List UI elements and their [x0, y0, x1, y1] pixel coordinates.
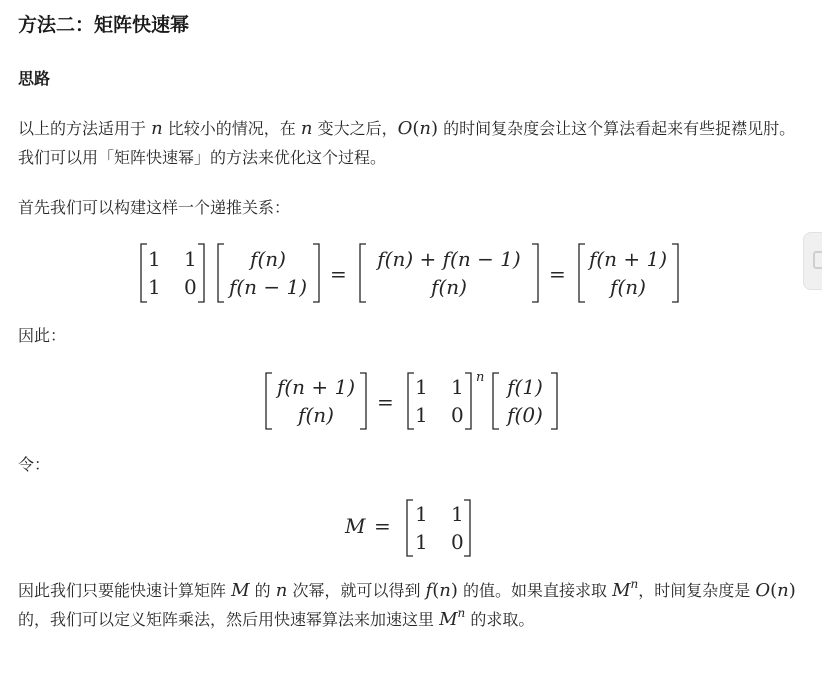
matrix-cell: 1 — [415, 403, 428, 427]
equation-power — [18, 365, 808, 437]
side-panel-tab[interactable] — [803, 232, 822, 290]
matrix-m — [407, 500, 470, 556]
text: 变大之后， — [317, 119, 398, 138]
math-big-o: O — [755, 580, 771, 601]
vector-initial — [493, 373, 557, 429]
matrix-cell: 0 — [451, 530, 464, 554]
math-m: M — [439, 609, 458, 630]
math-n: n — [151, 118, 163, 139]
text: 以上的方法适用于 — [18, 119, 147, 138]
matrix-cell: 1 — [148, 247, 161, 271]
matrix-cell: 1 — [415, 502, 428, 526]
math-f: f — [425, 580, 433, 601]
math-paren: ) — [450, 580, 458, 601]
vector-cell: f(n) — [298, 403, 334, 427]
paragraph-recurrence: 首先我们可以构建这样一个递推关系： — [18, 198, 291, 217]
math-paren: ) — [431, 118, 439, 139]
matrix-cell: 0 — [451, 403, 464, 427]
text: 的 — [254, 581, 271, 600]
matrix-cell: 1 — [148, 275, 161, 299]
matrix-cell: 1 — [451, 502, 464, 526]
text: 的，我们可以定义矩阵乘法，然后用快速幂算法来加速这里 — [18, 610, 435, 629]
vector-lhs — [266, 373, 366, 429]
paragraph-therefore: 因此： — [18, 326, 67, 345]
text: 的求取。 — [470, 610, 535, 629]
math-n: n — [300, 118, 313, 139]
math-paren: ( — [412, 118, 420, 139]
vector-input — [218, 244, 319, 302]
equals-sign: = — [374, 514, 391, 538]
paragraph-intro — [18, 114, 808, 172]
section-heading: 方法二：矩阵快速幂 — [18, 14, 190, 36]
math-paren: ) — [788, 580, 796, 601]
symbol-m: M — [345, 514, 366, 538]
paragraph-let: 令： — [18, 455, 51, 474]
text: ，时间复杂度是 — [638, 581, 751, 600]
vector-middle — [360, 244, 538, 302]
equation-recurrence — [18, 238, 808, 308]
matrix-cell: 1 — [451, 375, 464, 399]
vector-cell: f(0) — [507, 403, 543, 427]
math-m: M — [231, 580, 250, 601]
math-paren: ( — [770, 580, 778, 601]
matrix-base — [408, 373, 471, 429]
math-n: n — [275, 580, 288, 601]
paragraph-conclusion — [18, 576, 808, 634]
vector-result — [579, 244, 678, 302]
math-n: n — [777, 580, 789, 601]
vector-cell: f(n) — [250, 247, 286, 271]
exponent-n: n — [476, 370, 485, 385]
math-big-o: O — [397, 118, 413, 139]
math-m: M — [612, 580, 631, 601]
text: 比较小的情况，在 — [167, 119, 296, 138]
math-exponent-n: n — [630, 577, 639, 591]
vector-cell: f(n) — [431, 275, 467, 299]
vector-cell: f(1) — [507, 375, 543, 399]
math-exponent-n: n — [457, 606, 466, 620]
vector-cell: f(n − 1) — [228, 275, 308, 299]
text: 的时间复杂度会让这个算法看起来有些捉襟见肘。我们可以用「矩阵快速幂」的方法来优化这个过程。 — [18, 119, 796, 167]
panel-toggle-icon — [813, 251, 822, 269]
equation-define-m — [18, 496, 808, 560]
text: 的值。如果直接求取 — [462, 581, 607, 600]
math-n: n — [419, 118, 431, 139]
matrix-base — [141, 244, 204, 302]
matrix-cell: 1 — [415, 375, 428, 399]
matrix-cell: 0 — [184, 275, 197, 299]
subsection-heading: 思路 — [18, 69, 51, 88]
vector-cell: f(n + 1) — [588, 247, 668, 271]
math-paren: ( — [432, 580, 440, 601]
equals-sign: = — [377, 390, 394, 414]
equals-sign: = — [330, 262, 347, 286]
math-n: n — [439, 580, 451, 601]
vector-cell: f(n) + f(n − 1) — [377, 247, 521, 271]
vector-cell: f(n + 1) — [276, 375, 356, 399]
equals-sign: = — [549, 262, 566, 286]
vector-cell: f(n) — [610, 275, 646, 299]
matrix-cell: 1 — [415, 530, 428, 554]
text: 次幂，就可以得到 — [292, 581, 421, 600]
matrix-cell: 1 — [184, 247, 197, 271]
text: 因此我们只要能快速计算矩阵 — [18, 581, 227, 600]
